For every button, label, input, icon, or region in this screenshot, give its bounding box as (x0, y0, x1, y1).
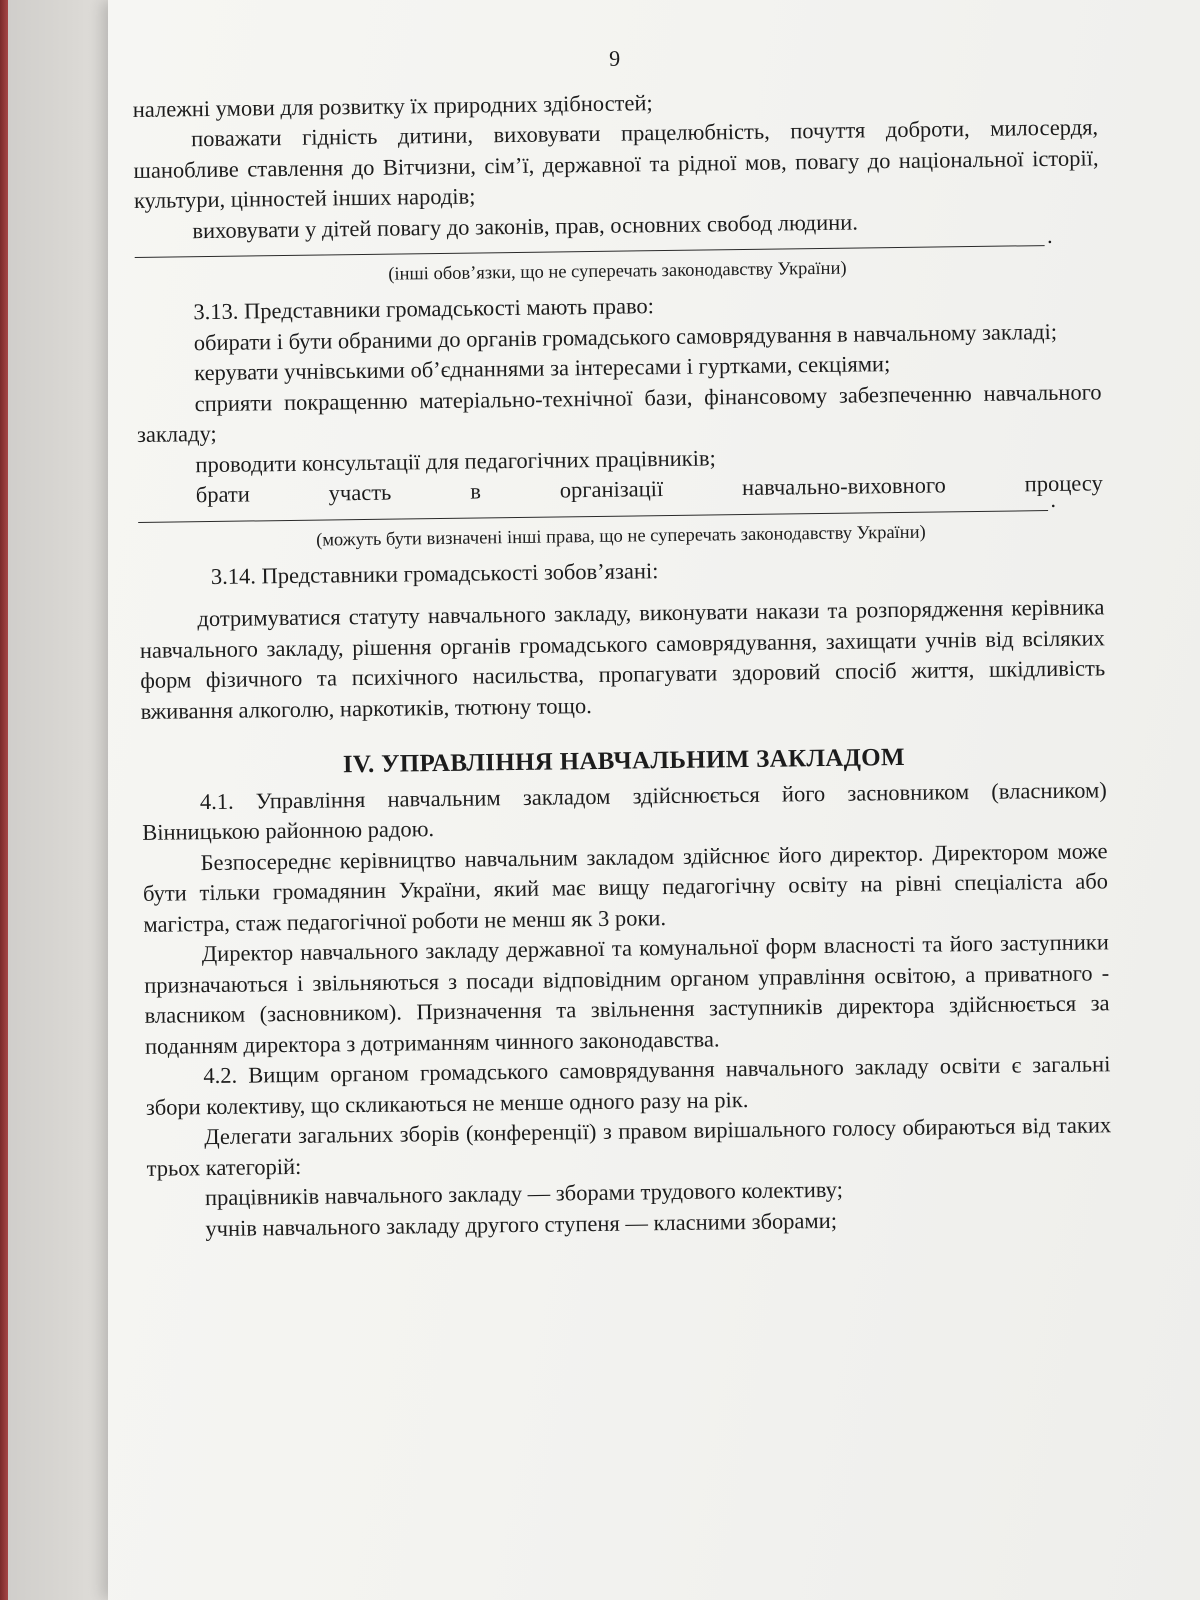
section-heading: IV. УПРАВЛІННЯ НАВЧАЛЬНИМ ЗАКЛАДОМ (342, 743, 905, 779)
paragraph: виховувати у дітей повагу до законів, прав, основних свобод людини. (192, 209, 859, 243)
paragraph: сприяти покращенню матеріально-технічної бази, фінансовому забезпеченню навчального закладу; (136, 378, 1102, 447)
footnote-caption: (можуть бути визначені інші права, що не суперечать законодавству України) (315, 522, 926, 551)
footnote-caption: (інші обов’язки, що не суперечать законодавству України) (388, 258, 847, 285)
paragraph: керувати учнівськими об’єднаннями за інтересами і гуртками, секціями; (194, 351, 891, 386)
paragraph: поважати гідність дитини, виховувати працелюбність, почуття доброти, милосердя, шанобливе ставлення до Вітчизни, сім’ї, державної та рідної мов, повагу до національної історії, культури, цінностей інших народів; (133, 114, 1099, 213)
paragraph: Безпосереднє керівництво навчальним закладом здійснює його директор. Директором може бути тільки громадянин України, який має вищу педагогічну освіту на рівні спеціаліста або магістра, стаж педагогічної роботи не менш як 3 роки. (142, 837, 1109, 937)
section-title-3-14: 3.14. Представники громадськості зобов’язані: (210, 557, 659, 589)
paragraph: дотримуватися статуту навчального закладу, виконувати накази та розпорядження керівника навчального закладу, рішення органів громадського самоврядування, захищати учнів від всіляких форм фізичного та психічного насильства, пропагувати здоровий спосіб життя, шкідливість вживання алкоголю, наркотиків, тютюну тощо. (139, 594, 1106, 724)
paragraph: обирати і бути обраними до органів громадського самоврядування в навчальному закладі; (193, 318, 1058, 355)
page-number: 9 (608, 45, 621, 71)
list-item: учнів навчального закладу другого ступеня — класними зборами; (205, 1207, 838, 1241)
red-cover-edge (0, 0, 8, 1600)
page-content (132, 37, 1113, 1245)
section-title-3-13: 3.13. Представники громадськості мають право: (193, 293, 655, 325)
paragraph: Делегати загальних зборів (конференції) з правом вирішального голосу обираються від таких трьох категорій: (146, 1112, 1112, 1181)
document-page (108, 0, 1200, 1600)
paragraph: Директор навчального закладу державної та комунальної форм власності та його заступники призначаються і звільняються з посади відповідним органом управління освітою, а приватного - власником (засновником). Призначення та звільнення заступників директора здійснюється за поданням директора з дотриманням чинного законодавства. (144, 929, 1110, 1059)
paragraph: 4.2. Вищим органом громадського самоврядування навчального закладу освіти є загальні збори колективу, що скликаються не менше одного разу на рік. (145, 1051, 1111, 1120)
paragraph: належні умови для розвитку їх природних здібностей; (132, 89, 653, 122)
paragraph: 4.1. Управління навчальним закладом здійснюється його засновником (власником) Вінницькою районною радою. (142, 776, 1107, 845)
paragraph: проводити консультації для педагогічних працівників; (195, 444, 716, 477)
paragraph: брати участь в організації навчально-виховного процесу (195, 470, 1103, 508)
list-item: працівників навчального закладу — зборами трудового колективу; (204, 1176, 844, 1211)
